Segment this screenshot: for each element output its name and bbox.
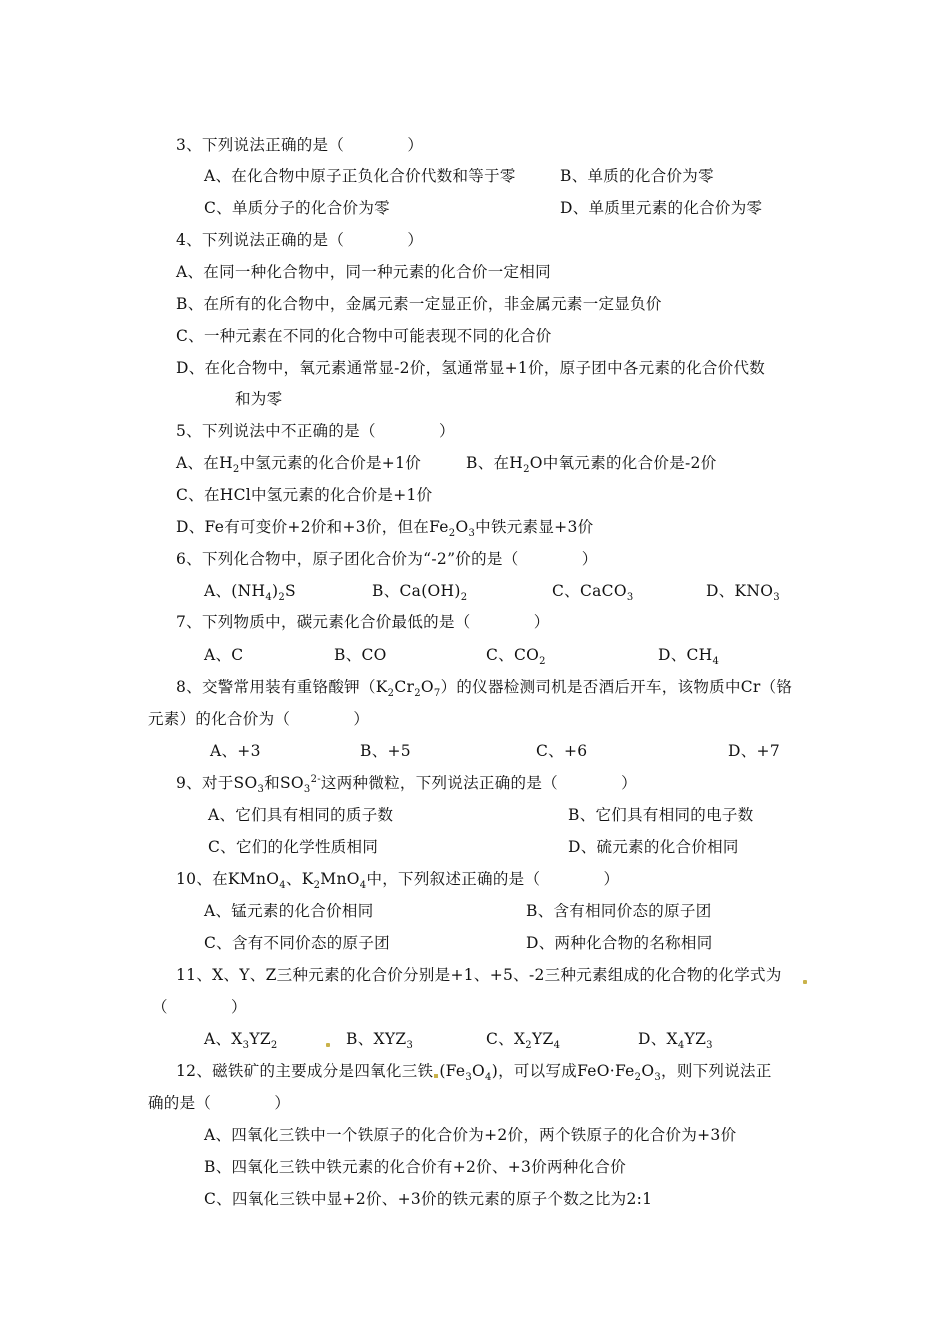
question-6-stem: 6、下列化合物中，原子团化合价为“-2”价的是（ ）: [176, 550, 598, 568]
question-11-option-b: B、$XYZ_3$: [346, 1030, 414, 1052]
question-7-option-d: D、$CH_4$: [658, 646, 720, 668]
question-11-option-c: C、$X_2YZ_4$: [486, 1030, 561, 1052]
margin-mark: [803, 980, 807, 984]
question-11-stem-continued: （ ）: [152, 998, 247, 1016]
question-3-option-a: A、在化合物中原子正负化合价代数和等于零: [204, 167, 516, 185]
question-3-option-c: C、单质分子的化合价为零: [204, 199, 390, 217]
question-10-stem: 10、在KMnO$_4$、$K_2MnO_4$中，下列叙述正确的是（ ）: [176, 870, 620, 892]
question-8-stem-continued: 元素）的化合价为（ ）: [148, 710, 370, 728]
question-3-option-d: D、单质里元素的化合价为零: [560, 199, 763, 217]
question-8-stem: 8、交警常用装有重铬酸钾$(K_2Cr_2O_7)$的仪器检测司机是否酒后开车，该物质中Cr（铬: [176, 678, 793, 700]
question-7-option-a: A、C: [204, 646, 244, 664]
question-9-stem: 9、对于$SO_3$和$SO_3^{2-}$这两种微粒，下列说法正确的是（ ）: [176, 773, 637, 796]
question-4-option-b: B、在所有的化合物中，金属元素一定显正价，非金属元素一定显负价: [176, 295, 662, 313]
question-4-stem: 4、下列说法正确的是（ ）: [176, 231, 424, 249]
question-9-option-b: B、它们具有相同的电子数: [568, 806, 754, 824]
question-5-option-c: C、在HCl中氢元素的化合价是+1价: [176, 486, 433, 504]
question-6-option-b: B、$Ca(OH)_2$: [372, 582, 468, 604]
question-3-option-b: B、单质的化合价为零: [560, 167, 714, 185]
question-5-option-a: A、在$H_2$中氢元素的化合价是+1价: [176, 454, 422, 476]
question-6-option-a: A、$(NH_4)_2S$: [204, 582, 296, 604]
question-6-option-c: C、CaCO$_3$: [552, 582, 634, 604]
margin-mark: [434, 1074, 438, 1078]
question-4-option-d: D、在化合物中，氧元素通常显-2价，氢通常显+1价，原子团中各元素的化合价代数: [176, 359, 766, 377]
question-7-option-c: C、$CO_2$: [486, 646, 546, 668]
question-9-option-d: D、硫元素的化合价相同: [568, 838, 739, 856]
question-10-option-c: C、含有不同价态的原子团: [204, 934, 390, 952]
question-4-option-c: C、一种元素在不同的化合物中可能表现不同的化合价: [176, 327, 552, 345]
question-8-option-a: A、+3: [210, 742, 261, 760]
question-7-option-b: B、CO: [334, 646, 387, 664]
question-11-option-d: D、$X_4YZ_3$: [638, 1030, 713, 1052]
question-6-option-d: D、$KNO_3$: [706, 582, 780, 604]
question-8-option-b: B、+5: [360, 742, 411, 760]
question-3-stem: 3、下列说法正确的是（ ）: [176, 136, 424, 154]
question-10-option-a: A、锰元素的化合价相同: [204, 902, 374, 920]
question-10-option-b: B、含有相同价态的原子团: [526, 902, 712, 920]
question-11-option-a: A、$X_3YZ_2$: [204, 1030, 278, 1052]
question-12-stem: 12、磁铁矿的主要成分是四氧化三铁 $(Fe_3O_4)$，可以写成$FeO\cdot Fe_2O_3$，则下列说法正: [176, 1062, 772, 1084]
question-7-stem: 7、下列物质中，碳元素化合价最低的是（ ）: [176, 613, 550, 631]
question-4-option-d-continued: 和为零: [235, 390, 283, 408]
question-8-option-d: D、+7: [728, 742, 780, 760]
question-9-option-a: A、它们具有相同的质子数: [208, 806, 394, 824]
question-8-option-c: C、+6: [536, 742, 588, 760]
question-5-stem: 5、下列说法中不正确的是（ ）: [176, 422, 455, 440]
question-9-option-c: C、它们的化学性质相同: [208, 838, 379, 856]
question-12-stem-continued: 确的是（ ）: [148, 1094, 291, 1112]
question-12-option-c: C、四氧化三铁中显+2价、+3价的铁元素的原子个数之比为2:1: [204, 1190, 653, 1208]
question-12-option-a: A、四氧化三铁中一个铁原子的化合价为+2价，两个铁原子的化合价为+3价: [204, 1126, 737, 1144]
question-5-option-d: D、Fe有可变价+2价和+3价，但在$Fe_2O_3$中铁元素显+3价: [176, 518, 594, 540]
question-12-option-b: B、四氧化三铁中铁元素的化合价有+2价、+3价两种化合价: [204, 1158, 626, 1176]
question-5-option-b: B、在$H_2O$中氧元素的化合价是-2价: [466, 454, 717, 476]
question-11-stem: 11、X、Y、Z三种元素的化合价分别是+1、+5、-2三种元素组成的化合物的化学式为: [176, 966, 782, 984]
margin-mark: [326, 1043, 330, 1047]
question-4-option-a: A、在同一种化合物中，同一种元素的化合价一定相同: [176, 263, 551, 281]
question-10-option-d: D、两种化合物的名称相同: [526, 934, 713, 952]
